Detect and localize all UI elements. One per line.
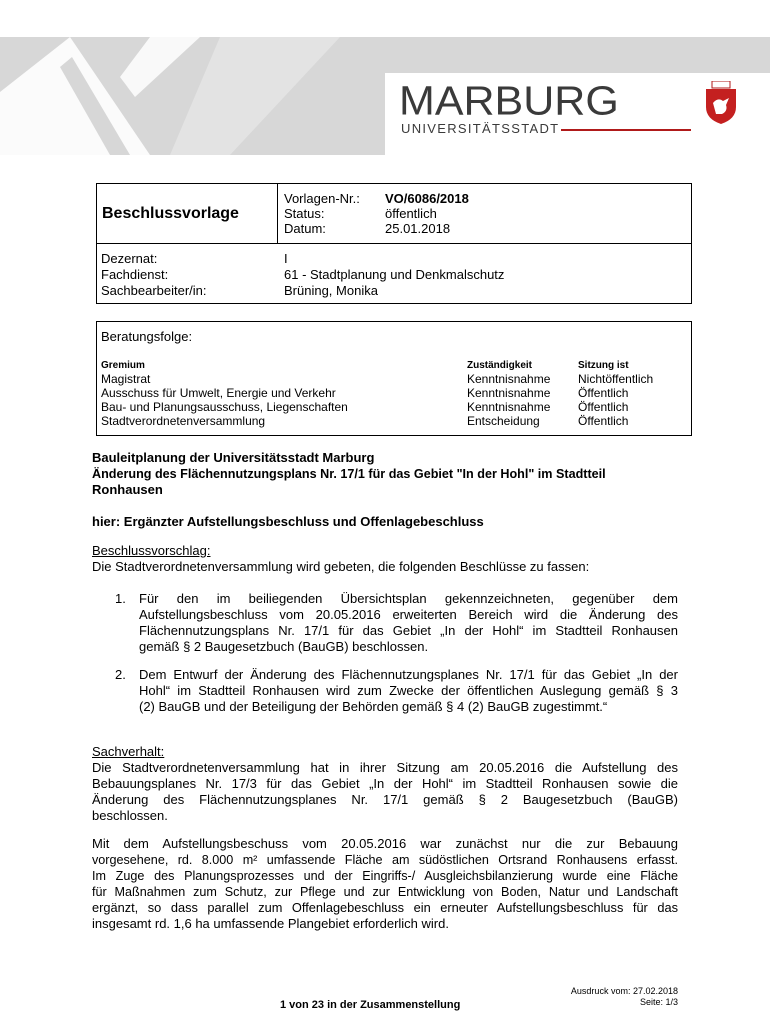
table-row-zustaendigkeit: Kenntnisnahme xyxy=(467,400,551,414)
beschlussvorschlag-intro: Die Stadtverordnetenversammlung wird gebeten, die folgenden Beschlüsse zu fassen: xyxy=(92,559,590,574)
beratungsfolge-title: Beratungsfolge: xyxy=(101,329,193,344)
sachverhalt-heading: Sachverhalt: xyxy=(92,744,165,759)
list-item-line: Für den im beiliegenden Übersichtsplan gekennzeichneten, gegenüber dem xyxy=(139,591,678,606)
header-wedge-shape xyxy=(120,37,200,97)
subject-line-1: Bauleitplanung der Universitätsstadt Marburg xyxy=(92,450,375,465)
meta-value-datum: 25.01.2018 xyxy=(385,221,451,236)
page-number: Seite: 1/3 xyxy=(639,997,678,1007)
meta-label-datum: Datum: xyxy=(284,221,326,236)
detail-value-fachdienst: 61 - Stadtplanung und Denkmalschutz xyxy=(284,267,505,282)
table-row-gremium: Bau- und Planungsausschuss, Liegenschaften xyxy=(101,400,348,414)
paragraph-line: ergänzt, so dass parallel zum Offenlagebeschluss ein erneuter Aufstellungsbeschluss für das xyxy=(92,900,678,915)
city-logo xyxy=(385,73,770,155)
list-item-line: Hohl“ im Stadtteil Ronhausen wird zum Zwecke der öffentlichen Auslegung gemäß § 3 xyxy=(139,683,678,698)
logo-accent-rule xyxy=(561,129,691,131)
table-row-sitzung: Öffentlich xyxy=(578,386,629,400)
header-box-divider-v xyxy=(277,184,278,243)
table-row-zustaendigkeit: Kenntnisnahme xyxy=(467,386,551,400)
list-item-number: 1. xyxy=(115,591,126,606)
meta-label-status: Status: xyxy=(284,206,325,221)
header-box-divider-h xyxy=(97,243,691,244)
coat-of-arms-icon xyxy=(704,81,738,125)
compilation-note: 1 von 23 in der Zusammenstellung xyxy=(280,999,461,1011)
list-item-line: Dem Entwurf der Änderung des Flächennutzungsplanes Nr. 17/1 für das Gebiet „In der xyxy=(139,667,678,682)
table-row-sitzung: Nichtöffentlich xyxy=(578,372,654,386)
print-date: Ausdruck vom: 27.02.2018 xyxy=(570,986,678,996)
paragraph-line: insgesamt rd. 1,6 ha umfassende Plangebiet erforderlich wird. xyxy=(92,916,449,931)
table-row-zustaendigkeit: Kenntnisnahme xyxy=(467,372,551,386)
table-row-sitzung: Öffentlich xyxy=(578,400,629,414)
header-triangle-shape xyxy=(0,37,150,155)
detail-value-dezernat: I xyxy=(284,251,288,266)
document-type-title: Beschlussvorlage xyxy=(102,205,239,222)
list-item-line: (2) BauGB und der Beteiligung der Behörden gemäß § 4 (2) BauGB zugestimmt.“ xyxy=(139,699,608,714)
paragraph-line: Bebauungsplanes Nr. 17/3 für das Gebiet „In der Hohl“ im Stadtteil Ronhausen sowie die xyxy=(92,776,678,791)
table-row-zustaendigkeit: Entscheidung xyxy=(467,414,540,428)
table-row-gremium: Magistrat xyxy=(101,372,151,386)
paragraph-line: Die Stadtverordnetenversammlung hat in ihrer Sitzung am 20.05.2016 die Aufstellung des xyxy=(92,760,678,775)
list-item-line: Aufstellungsbeschluss vom 20.05.2016 erweiterten Bereich wird die Änderung des xyxy=(139,607,678,622)
meta-label-vorlagen-nr: Vorlagen-Nr.: xyxy=(284,191,360,206)
detail-label-fachdienst: Fachdienst: xyxy=(101,267,169,282)
paragraph-line: für Maßnahmen zum Schutz, zur Pflege und zur Entwicklung von Boden, Natur und Landschaft xyxy=(92,885,678,899)
column-header-gremium: Gremium xyxy=(101,360,145,371)
column-header-zustaendigkeit: Zuständigkeit xyxy=(467,360,533,371)
subject-line-3: Ronhausen xyxy=(92,482,163,497)
meta-value-status: öffentlich xyxy=(385,206,437,221)
beschlussvorschlag-heading: Beschlussvorschlag: xyxy=(92,543,211,558)
table-row-gremium: Stadtverordnetenversammlung xyxy=(101,414,266,428)
table-row-sitzung: Öffentlich xyxy=(578,414,629,428)
table-row-gremium: Ausschuss für Umwelt, Energie und Verkehr xyxy=(101,386,336,400)
subject-line-2: Änderung des Flächennutzungsplans Nr. 17/1 für das Gebiet "In der Hohl" im Stadtteil xyxy=(92,467,606,481)
paragraph-line: beschlossen. xyxy=(92,808,168,823)
column-header-sitzung: Sitzung ist xyxy=(578,360,629,371)
header-swoosh-shape xyxy=(170,37,340,155)
list-item-number: 2. xyxy=(115,667,126,682)
detail-label-sachbearbeiter: Sachbearbeiter/in: xyxy=(101,283,207,298)
paragraph-line: Mit dem Aufstellungsbeschuss vom 20.05.2016 war zunächst nur die zur Bebauung xyxy=(92,836,678,851)
paragraph-line: Änderung des Flächennutzungsplanes Nr. 17/1 gemäß § 2 Baugesetzbuch (BauGB) xyxy=(92,792,678,807)
paragraph-line: vorgesehene, rd. 8.000 m² umfassende Fläche am südöstlichen Ortsrand Ronhausens erfasst. xyxy=(92,853,678,867)
list-item-line: Flächennutzungsplans Nr. 17/1 für das Gebiet „In der Hohl“ im Stadtteil Ronhausen xyxy=(139,623,678,638)
subject-line-4: hier: Ergänzter Aufstellungsbeschluss und Offenlagebeschluss xyxy=(92,514,484,529)
logo-name: MARBURG xyxy=(399,78,619,124)
meta-value-vorlagen-nr: VO/6086/2018 xyxy=(385,191,469,206)
detail-value-sachbearbeiter: Brüning, Monika xyxy=(284,283,378,298)
paragraph-line: Im Zuge des Planungsprozesses und der Eingriffs-/ Ausgleichsbilanzierung wurde eine Fläche xyxy=(92,869,678,883)
detail-label-dezernat: Dezernat: xyxy=(101,251,158,266)
logo-subtitle: UNIVERSITÄTSSTADT xyxy=(401,121,560,136)
list-item-line: gemäß § 2 Baugesetzbuch (BauGB) beschlossen. xyxy=(139,639,429,654)
